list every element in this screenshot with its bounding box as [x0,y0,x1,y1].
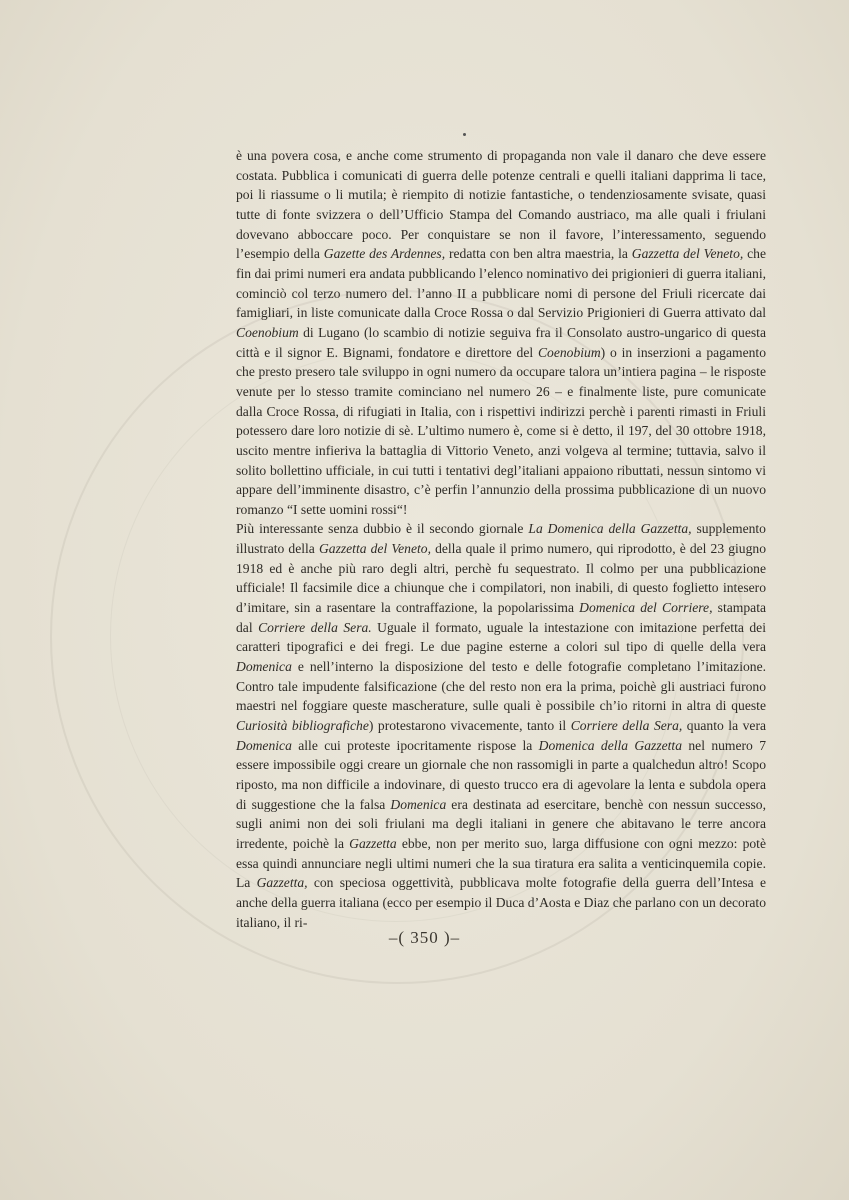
paragraph-2: Più interessante senza dubbio è il secondo giornale La Domenica della Gazzetta, supplemento illustrato della Gazzetta del Veneto, della quale il primo numero, qui riprodotto, è del 23 giugno 1918 ed è anche più raro degli altri, perchè fu sequestrato. Il colmo per una pubblicazione ufficiale! Il facsimile dice a chiunque che i compilatori, non inabili, di questo foglietto intesero d’imitare, sin a rasentare la contraffazione, la popolarissima Domenica del Corriere, stampata dal Corriere della Sera. Uguale il formato, uguale la intestazione con imitazione perfetta dei caratteri tipografici e dei fregi. Le due pagine esterne a colori sul tipo di quelle della vera Domenica e nell’interno la disposizione del testo e delle fotografie completano l’imitazione. Contro tale impudente falsificazione (che del resto non era la prima, poichè gli austriaci furono maestri nel foggiare queste mascherature, sulle quali è possibile ch’io ritorni in altra di queste Curiosità bibliografiche) protestarono vivacemente, tanto il Corriere della Sera, quanto la vera Domenica alle cui proteste ipocritamente rispose la Domenica della Gazzetta nel numero 7 essere impossibile oggi creare un giornale che non rassomigli in parte a qualchedun altro! Scopo riposto, ma non difficile a indovinare, di questo trucco era di agevolare la lenta e subdola opera di suggestione che la falsa Domenica era destinata ad esercitare, benchè con nessun successo, sugli animi non dei soli friulani ma degli italiani in genere che abitavano le terre ancora irredente, poichè la Gazzetta ebbe, non per merito suo, larga diffusione con ogni mezzo: potè essa quindi annunciare negli ultimi numeri che la sua tiratura era salita a venticinquemila copie. La Gazzetta, con speciosa oggettività, pubblicava molte fotografie della guerra dell’Intesa e anche della guerra italiana (ecco per esempio il Duca d’Aosta e Diaz che parlano con un decorato italiano, il ri- [236,521,767,930]
paragraph-1: è una povera cosa, e anche come strumento di propaganda non vale il danaro che deve essere costata. Pubblica i comunicati di guerra delle potenze centrali e quelli italiani dapprima li tace, poi li riassume o li mutila; è riempito di notizie fantastiche, o tendenziosamente svisate, quasi tutte di fonte svizzera o dell’Ufficio Stampa del Comando austriaco, ma alle quali i friulani dovevano abboccare poco. Per conquistare se non il favore, l’interessamento, seguendo l’esempio della Gazette des Ardennes, redatta con ben altra maestria, la Gazzetta del Veneto, che fin dai primi numeri era andata pubblicando l’elenco nominativo dei prigionieri di guerra italiani, cominciò col terzo numero del. l’anno II a pubblicare nomi di persone del Friuli ricercate dai famigliari, in liste comunicate dalla Croce Rossa o dal Servizio Prigionieri di Guerra attivato dal Coenobium di Lugano (lo scambio di notizie seguiva fra il Consolato austro-ungarico di questa città e il signor E. Bignami, fondatore e direttore del Coenobium) o in inserzioni a pagamento che presto presero tale sviluppo in ogni numero da occupare talora un’intiera pagina – le risposte venute per lo stesso tramite cominciano nel numero 26 – e finalmente liste, pure comunicate dalla Croce Rossa, di rifugiati in Italia, con i rispettivi indirizzi perchè i parenti rimasti in Friuli potessero dare loro notizie di sè. L’ultimo numero è, come si è detto, il 197, del 30 ottobre 1918, uscito mentre infieriva la battaglia di Vittorio Veneto, anzi volgeva al termine; tuttavia, salvo il solito bollettino ufficiale, in cui tutti i tentativi degl’italiani appaiono ributtati, nessun sintomo vi appare dell’imminente disastro, c’è perfin l’annunzio della prossima pubblicazione di un nuovo romanzo “I sette uomini rossi“! [236,148,767,517]
page-number: –( 350 )– [388,928,461,947]
body-text [236,146,766,932]
ink-dot [463,133,466,136]
